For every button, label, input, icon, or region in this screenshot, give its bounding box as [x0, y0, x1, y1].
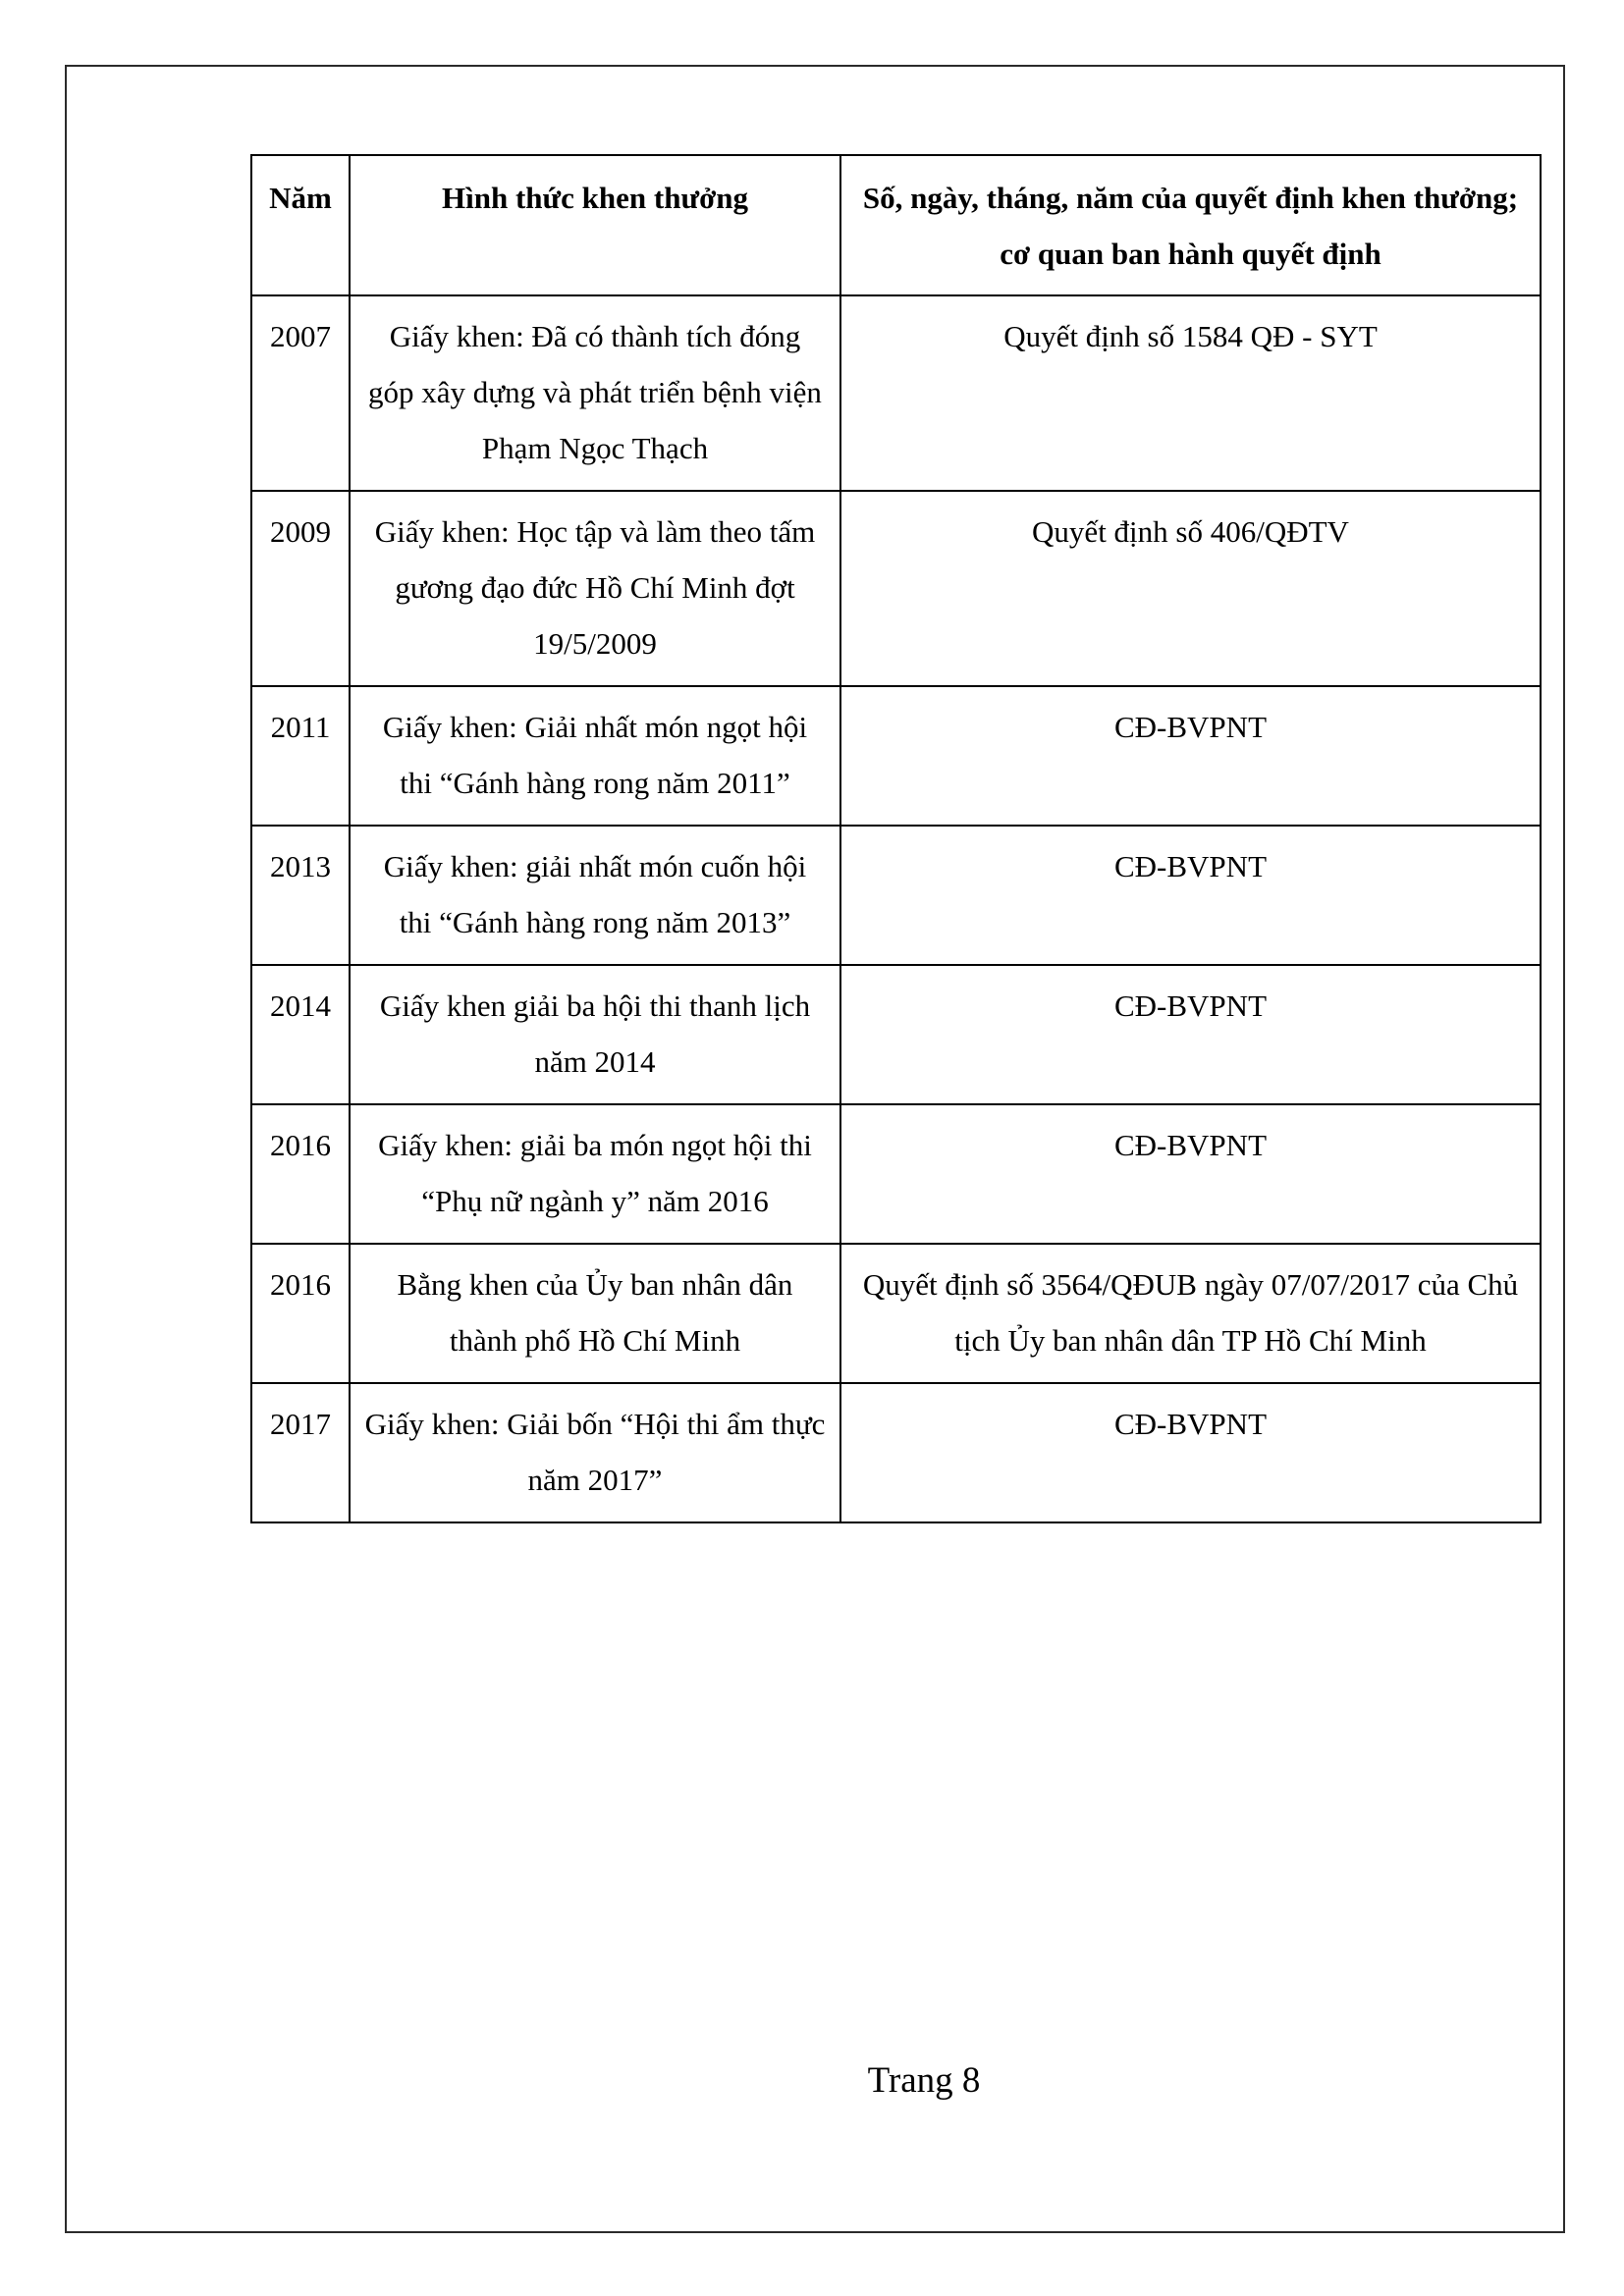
- cell-award-form: Giấy khen: Học tập và làm theo tấm gương đạo đức Hồ Chí Minh đợt 19/5/2009: [350, 491, 840, 686]
- cell-award-form: Giấy khen: giải nhất món cuốn hội thi “Gánh hàng rong năm 2013”: [350, 826, 840, 965]
- cell-award-form: Giấy khen: Đã có thành tích đóng góp xây dựng và phát triển bệnh viện Phạm Ngọc Thạch: [350, 295, 840, 491]
- table-row: [251, 295, 1541, 491]
- cell-year: 2014: [251, 965, 350, 1104]
- table-row: [251, 1383, 1541, 1522]
- cell-year: 2016: [251, 1104, 350, 1244]
- cell-decision: CĐ-BVPNT: [840, 965, 1541, 1104]
- cell-award-form: Bằng khen của Ủy ban nhân dân thành phố Hồ Chí Minh: [350, 1244, 840, 1383]
- table-header-row: [251, 155, 1541, 295]
- header-award-form: Hình thức khen thưởng: [350, 155, 840, 295]
- cell-year: 2009: [251, 491, 350, 686]
- table-row: [251, 686, 1541, 826]
- cell-decision: Quyết định số 3564/QĐUB ngày 07/07/2017 của Chủ tịch Ủy ban nhân dân TP Hồ Chí Minh: [840, 1244, 1541, 1383]
- table-row: [251, 1104, 1541, 1244]
- cell-decision: CĐ-BVPNT: [840, 1104, 1541, 1244]
- cell-award-form: Giấy khen: giải ba món ngọt hội thi “Phụ nữ ngành y” năm 2016: [350, 1104, 840, 1244]
- table-row: [251, 491, 1541, 686]
- header-year: Năm: [251, 155, 350, 295]
- cell-year: 2011: [251, 686, 350, 826]
- cell-decision: Quyết định số 406/QĐTV: [840, 491, 1541, 686]
- table-row: [251, 826, 1541, 965]
- cell-decision: Quyết định số 1584 QĐ - SYT: [840, 295, 1541, 491]
- cell-award-form: Giấy khen: Giải bốn “Hội thi ẩm thực năm 2017”: [350, 1383, 840, 1522]
- cell-year: 2013: [251, 826, 350, 965]
- header-decision: Số, ngày, tháng, năm của quyết định khen thưởng; cơ quan ban hành quyết định: [840, 155, 1541, 295]
- cell-year: 2007: [251, 295, 350, 491]
- cell-decision: CĐ-BVPNT: [840, 686, 1541, 826]
- cell-award-form: Giấy khen: Giải nhất món ngọt hội thi “Gánh hàng rong năm 2011”: [350, 686, 840, 826]
- cell-year: 2017: [251, 1383, 350, 1522]
- cell-decision: CĐ-BVPNT: [840, 1383, 1541, 1522]
- table-row: [251, 1244, 1541, 1383]
- table-row: [251, 965, 1541, 1104]
- awards-table: [250, 154, 1542, 1523]
- cell-year: 2016: [251, 1244, 350, 1383]
- cell-award-form: Giấy khen giải ba hội thi thanh lịch năm 2014: [350, 965, 840, 1104]
- page-number: Trang 8: [867, 2060, 981, 2101]
- cell-decision: CĐ-BVPNT: [840, 826, 1541, 965]
